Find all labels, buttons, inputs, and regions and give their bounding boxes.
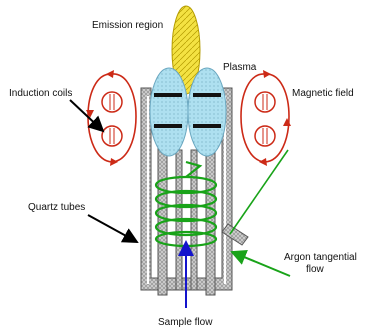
quartz-tubes-arrow <box>88 215 137 242</box>
label-induction-coils: Induction coils <box>9 88 73 99</box>
argon-flow-arrow-2 <box>230 150 288 234</box>
label-quartz-tubes: Quartz tubes <box>28 202 86 213</box>
magnetic-field-left <box>86 70 136 166</box>
label-emission-region: Emission region <box>92 20 164 31</box>
label-argon-flow-line1: Argon tangential <box>284 252 357 263</box>
label-sample-flow: Sample flow <box>158 317 213 328</box>
magnetic-field-right <box>241 70 291 166</box>
label-plasma: Plasma <box>223 62 257 73</box>
label-argon-flow-line2: flow <box>306 264 324 275</box>
induction-coils-arrow <box>70 100 103 131</box>
argon-flow-arrow <box>232 252 290 276</box>
label-magnetic-field: Magnetic field <box>292 88 354 99</box>
